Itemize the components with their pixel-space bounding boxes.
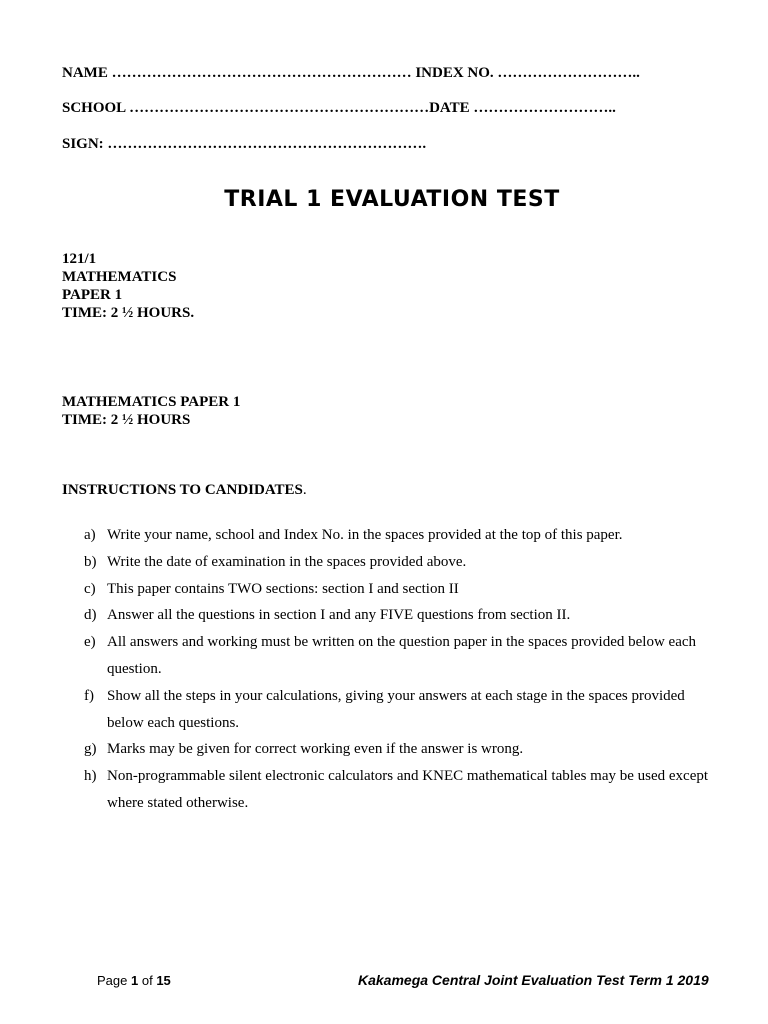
page-total: 15	[156, 973, 171, 988]
instruction-marker: b)	[84, 553, 97, 570]
school-date-line: SCHOOL ……………………………………………………DATE ………………………..	[62, 100, 616, 116]
paper-code: 121/1	[62, 251, 97, 267]
paper-time-repeat: TIME: 2 ½ HOURS	[62, 412, 191, 428]
paper-info-repeat	[62, 393, 240, 429]
document-title: TRIAL 1 EVALUATION TEST	[224, 187, 560, 212]
instructions-heading-text: INSTRUCTIONS TO CANDIDATES	[62, 482, 303, 498]
paper-time: TIME: 2 ½ HOURS.	[62, 305, 195, 321]
instruction-text: Write the date of examination in the spaces provided above.	[107, 553, 467, 570]
instructions-heading-suffix: .	[302, 482, 307, 498]
paper-subject-repeat: MATHEMATICS PAPER 1	[62, 394, 241, 410]
page-word: Page	[97, 973, 128, 988]
instruction-item	[84, 736, 724, 763]
paper-info	[62, 250, 194, 322]
of-word: of	[141, 973, 153, 988]
paper-subject: MATHEMATICS	[62, 269, 177, 285]
instruction-item	[84, 683, 724, 737]
paper-number: PAPER 1	[62, 287, 123, 303]
instructions-list	[84, 522, 724, 817]
instruction-marker: h)	[84, 768, 97, 785]
instruction-item	[84, 549, 724, 576]
instruction-text: This paper contains TWO sections: section I and section II	[107, 580, 459, 597]
instructions-heading	[62, 482, 307, 499]
instruction-marker: a)	[84, 527, 96, 543]
page-counter	[97, 973, 171, 988]
instruction-marker: g)	[84, 741, 97, 758]
instruction-text: Marks may be given for correct working even if the answer is wrong.	[107, 741, 524, 758]
instruction-marker: f)	[84, 687, 94, 704]
footer-exam-name: Kakamega Central Joint Evaluation Test Term 1 2019	[358, 972, 709, 988]
name-index-line: NAME …………………………………………………… INDEX NO. ………………………..	[62, 65, 640, 81]
page-number: 1	[131, 973, 139, 988]
instruction-item	[84, 602, 724, 629]
instruction-text: Answer all the questions in section I and any FIVE questions from section II.	[107, 607, 571, 624]
sign-line: SIGN: ……………………………………………………….	[62, 136, 427, 152]
instruction-text: Show all the steps in your calculations, giving your answers at each stage in the spaces provided below each questions.	[107, 687, 685, 731]
instruction-marker: c)	[84, 580, 96, 597]
instruction-text: Non-programmable silent electronic calculators and KNEC mathematical tables may be used except where stated otherwise.	[107, 768, 709, 811]
instruction-item	[84, 576, 724, 603]
instruction-item	[84, 629, 724, 683]
instruction-marker: e)	[84, 634, 96, 651]
instruction-marker: d)	[84, 607, 97, 624]
instruction-text: Write your name, school and Index No. in the spaces provided at the top of this paper.	[107, 527, 623, 543]
instruction-text: All answers and working must be written on the question paper in the spaces provided below each question.	[107, 634, 697, 677]
instruction-item	[84, 522, 724, 549]
instruction-item	[84, 763, 724, 817]
